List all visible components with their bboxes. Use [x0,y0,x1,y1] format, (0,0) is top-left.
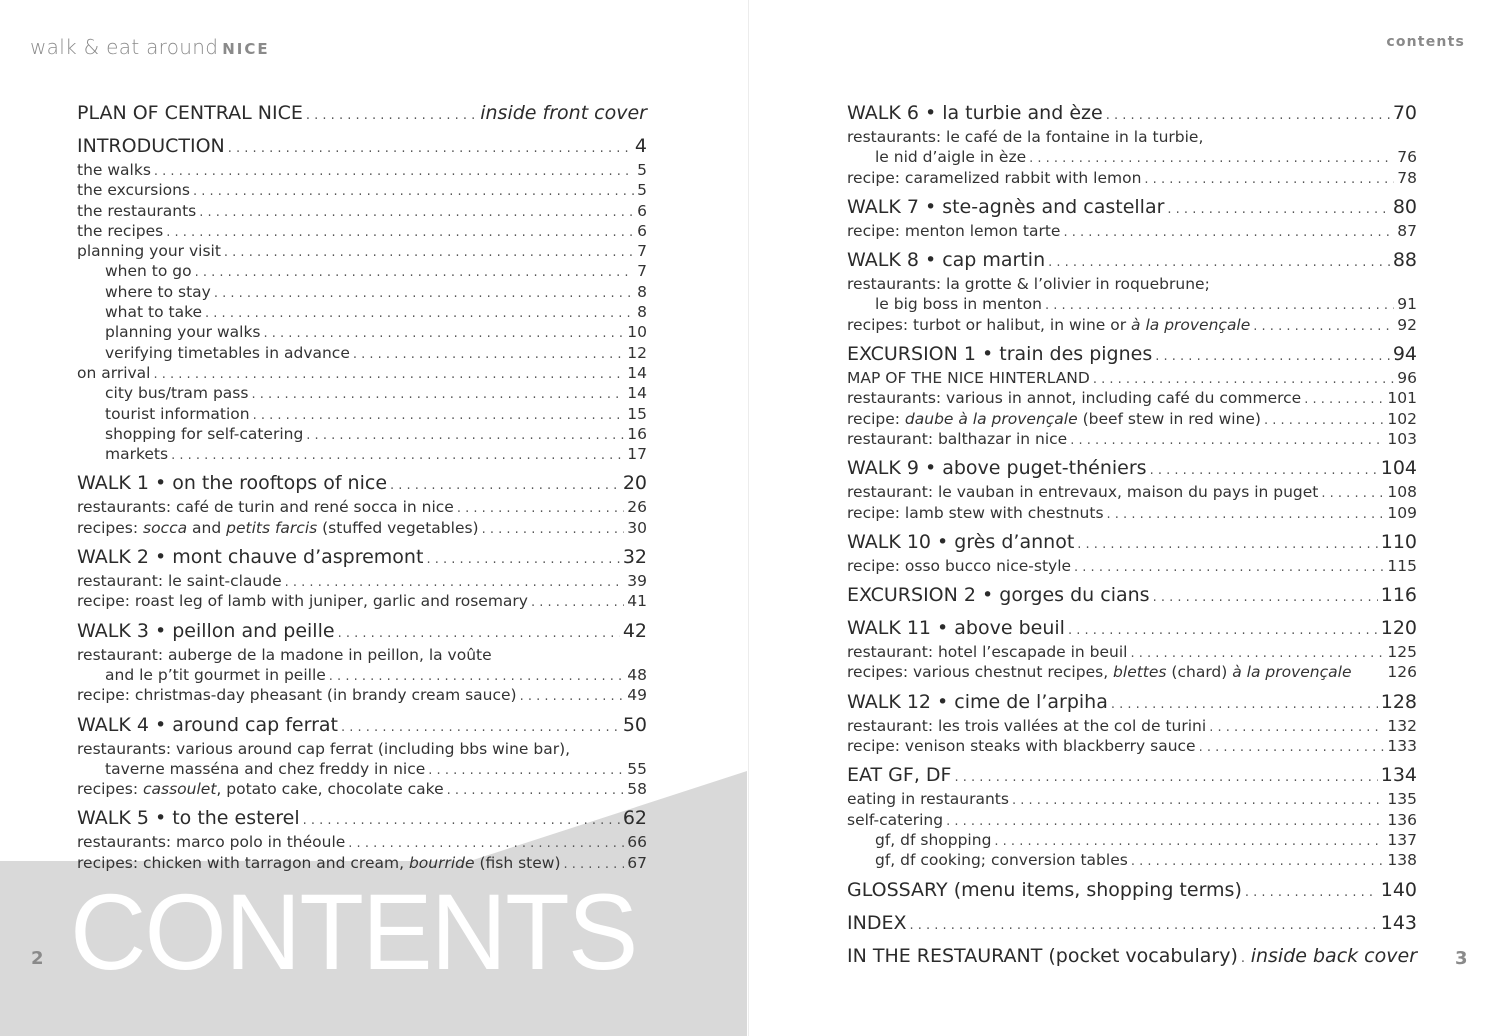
toc-entry[interactable] [77,364,647,384]
toc-heading-entry[interactable] [77,101,647,128]
toc-section [847,911,1417,938]
toc-entry[interactable] [77,686,647,706]
contents-title: CONTENTS [70,871,637,992]
dot-leader [390,474,620,498]
toc-entry[interactable] [77,780,647,800]
entry-title: INDEX [847,911,907,934]
entry-page-number: 143 [1380,911,1417,934]
running-head-right: contents [1386,34,1465,50]
entry-title: the recipes [77,221,164,240]
toc-section [847,342,1417,450]
entry-title: EXCURSION 2 • gorges du cians [847,584,1150,607]
dot-leader [1077,533,1377,557]
entry-page-number: 96 [1397,369,1417,388]
dot-leader [447,781,625,800]
entry-page-number: 7 [637,262,647,281]
toc-entry[interactable] [77,519,647,539]
dot-leader [520,687,625,706]
entry-title: city bus/tram pass [105,384,249,403]
entry-title: on arrival [77,363,151,382]
entry-title: recipe: lamb stew with chestnuts [847,503,1104,522]
entry-title: recipe: daube à la provençale (beef stew in red wine) [847,409,1261,428]
toc-heading-entry[interactable] [847,690,1417,717]
toc-entry[interactable] [77,384,647,404]
entry-title: the excursions [77,181,191,200]
toc-heading-entry[interactable] [847,911,1417,938]
toc-entry[interactable] [77,181,647,201]
entry-title: recipe: caramelized rabbit with lemon [847,168,1142,187]
entry-title: WALK 3 • peillon and peille [77,619,335,642]
entry-title: restaurants: la grotte & l’olivier in roquebrune; [847,275,1210,294]
toc-entry[interactable] [847,430,1417,450]
toc-entry[interactable] [77,760,647,780]
dot-leader [531,593,624,612]
entry-title: le big boss in menton [875,295,1042,314]
dot-leader [1074,558,1384,577]
entry-page-number: 66 [627,833,647,852]
toc-section [847,690,1417,758]
dot-leader [1253,317,1394,336]
entry-page-number: 20 [622,472,647,495]
entry-title: restaurant: les trois vallées at the col de turini [847,716,1207,735]
toc-section [847,101,1417,189]
entry-page-number: 134 [1380,764,1417,787]
entry-title: INTRODUCTION [77,135,225,157]
entry-page-number: 87 [1397,221,1417,240]
entry-title: WALK 9 • above puget-théniers [847,457,1147,480]
entry-title: restaurant: hotel l’escapade in beuil [847,643,1128,662]
toc-entry[interactable] [847,504,1417,524]
dot-leader [1070,431,1384,450]
dot-leader [1012,791,1384,810]
toc-entry[interactable] [77,323,647,343]
toc-entry[interactable] [847,643,1417,663]
entry-title: restaurant: balthazar in nice [847,429,1068,448]
entry-page-number: 88 [1392,249,1417,272]
dot-leader [199,203,634,222]
entry-title: WALK 8 • cap martin [847,249,1046,272]
toc-heading-entry[interactable] [77,806,647,833]
toc-entry[interactable] [847,295,1417,315]
dot-leader [1106,104,1390,128]
entry-page-number: 49 [627,686,647,705]
toc-entry[interactable] [77,405,647,425]
toc-section [847,456,1417,524]
toc-heading-entry[interactable] [77,134,647,161]
entry-page-number: 128 [1380,690,1417,713]
dot-leader [348,834,624,853]
entry-page-number: 104 [1380,457,1417,480]
toc-heading-entry[interactable] [847,944,1417,971]
entry-page-number: 92 [1397,315,1417,334]
entry-page-number: 16 [627,424,647,443]
entry-page-number: 62 [622,807,647,830]
left-page [0,0,747,1036]
entry-page-number: 102 [1387,409,1417,428]
entry-page-number: 6 [637,221,647,240]
toc-entry[interactable] [77,425,647,445]
dot-leader [1153,586,1378,610]
dot-leader [154,365,625,384]
dot-leader [1199,738,1385,757]
dot-leader [1245,881,1378,905]
dot-leader [1045,296,1394,315]
dot-leader [1264,411,1384,430]
dot-leader [1107,505,1385,524]
entry-page-number: 48 [627,665,647,684]
entry-page-number: 94 [1392,343,1417,366]
entry-page-number: 8 [637,303,647,322]
toc-entry[interactable] [77,303,647,323]
entry-title: the restaurants [77,201,197,220]
dot-leader [303,809,620,833]
entry-title: WALK 11 • above beuil [847,617,1065,640]
entry-title: WALK 10 • grès d’annot [847,530,1075,553]
toc-heading-entry[interactable] [77,713,647,740]
entry-page-number: 58 [627,780,647,799]
entry-page-number: 5 [637,181,647,200]
entry-page-number: 135 [1387,790,1417,809]
entry-title: WALK 2 • mont chauve d’aspremont [77,546,424,569]
toc-entry[interactable] [77,740,647,760]
entry-page-number: 133 [1387,737,1417,756]
toc-heading-entry[interactable] [77,545,647,572]
toc-entry[interactable] [847,663,1417,683]
entry-title: WALK 12 • cime de l’arpiha [847,690,1108,713]
entry-page-number: 26 [627,498,647,517]
entry-title: recipe: venison steaks with blackberry sauce [847,737,1196,756]
entry-title: recipe: menton lemon tarte [847,221,1061,240]
entry-page-number: 140 [1380,878,1417,901]
entry-page-number: 70 [1392,102,1417,124]
toc-heading-entry[interactable] [77,471,647,498]
entry-title: and le p’tit gourmet in peille [105,665,326,684]
entry-title: gf, df shopping [875,830,992,849]
toc-section [77,619,647,707]
entry-page-number: 17 [627,445,647,464]
entry-page-number: 137 [1387,830,1417,849]
entry-title: restaurants: le café de la fontaine in la turbie, [847,128,1204,146]
entry-title: gf, df cooking; conversion tables [875,851,1128,870]
entry-page-number: 126 [1387,663,1417,682]
toc-heading-entry[interactable] [847,763,1417,790]
entry-title: recipes: cassoulet, potato cake, chocolate cake [77,780,444,799]
entry-title: recipes: various chestnut recipes, blettes (chard) à la provençale [847,663,1352,682]
entry-title: WALK 5 • to the esterel [77,807,300,830]
toc-entry[interactable] [847,557,1417,577]
entry-page-number: 7 [637,242,647,261]
toc-section [847,878,1417,905]
entry-page-number: 80 [1392,195,1417,218]
toc-left-column [77,101,647,880]
toc-heading-entry[interactable] [847,248,1417,275]
toc-heading-entry[interactable] [847,195,1417,222]
entry-title: where to stay [105,282,211,301]
toc-entry[interactable] [77,666,647,686]
dot-leader [1150,459,1378,483]
entry-title: restaurants: marco polo in théoule [77,833,346,852]
dot-leader [1144,170,1394,189]
toc-entry[interactable] [77,445,647,465]
toc-entry[interactable] [847,851,1417,871]
toc-heading-entry[interactable] [847,456,1417,483]
toc-entry[interactable] [847,128,1417,148]
entry-title: recipe: roast leg of lamb with juniper, garlic and rosemary [77,592,528,611]
entry-title: self-catering [847,810,944,829]
entry-page-number: 15 [627,404,647,423]
entry-title: restaurant: le vauban in entrevaux, maison du pays in puget [847,483,1319,502]
toc-entry[interactable] [77,344,647,364]
dot-leader [1093,370,1394,389]
toc-section [847,944,1417,971]
entry-page-number: 30 [627,518,647,537]
entry-title: planning your visit [77,242,221,261]
entry-page-number: 6 [637,201,647,220]
entry-title: le nid d’aigle in èze [875,148,1027,167]
page-number-right: 3 [1455,948,1468,969]
toc-entry[interactable] [847,148,1417,168]
entry-title: recipes: turbot or halibut, in wine or à la provençale [847,315,1251,334]
toc-entry[interactable] [77,646,647,666]
entry-title: recipes: socca and petits farcis (stuffed vegetables) [77,518,479,537]
entry-title: MAP OF THE NICE HINTERLAND [847,369,1090,388]
dot-leader [1155,345,1390,369]
dot-leader [285,573,625,592]
entry-title: EAT GF, DF [847,764,952,787]
toc-right-column [847,101,1417,977]
toc-entry[interactable] [847,831,1417,851]
toc-entry[interactable] [847,483,1417,503]
toc-entry[interactable] [847,169,1417,189]
toc-entry[interactable] [847,410,1417,430]
entry-title: recipe: christmas-day pheasant (in brandy cream sauce) [77,686,517,705]
dot-leader [1209,718,1384,737]
toc-heading-entry[interactable] [847,530,1417,557]
dot-leader [353,345,624,364]
right-page [748,0,1500,1036]
dot-leader [1131,852,1385,871]
dot-leader [253,406,625,425]
toc-entry[interactable] [77,242,647,262]
toc-heading-entry[interactable] [77,619,647,646]
entry-page-number: inside back cover [1250,944,1417,967]
toc-section [847,530,1417,577]
dot-leader [228,137,632,161]
entry-page-number: 138 [1387,851,1417,870]
toc-entry[interactable] [847,316,1417,336]
running-head [30,35,270,59]
entry-page-number: 108 [1387,483,1417,502]
entry-title: the walks [77,161,151,179]
dot-leader [306,426,624,445]
toc-entry[interactable] [847,389,1417,409]
entry-title: when to go [105,262,192,281]
entry-page-number: 103 [1387,429,1417,448]
entry-page-number: 109 [1387,503,1417,522]
entry-title: WALK 4 • around cap ferrat [77,713,338,736]
entry-page-number: 110 [1380,530,1417,553]
dot-leader [205,304,634,323]
toc-entry[interactable] [77,262,647,282]
entry-title: GLOSSARY (menu items, shopping terms) [847,878,1242,901]
entry-page-number: 4 [634,135,647,157]
entry-page-number: 10 [627,323,647,342]
entry-page-number: 91 [1397,295,1417,314]
entry-page-number: 115 [1387,556,1417,575]
entry-title: eating in restaurants [847,790,1009,809]
entry-title: restaurant: auberge de la madone in peillon, la voûte [77,645,492,664]
entry-title: shopping for self-catering [105,424,304,443]
entry-page-number: 32 [622,546,647,569]
entry-title: restaurants: various around cap ferrat (including bbs wine bar), [77,739,571,758]
dot-leader [193,182,634,201]
entry-page-number: 8 [637,282,647,301]
entry-title: PLAN OF CENTRAL NICE [77,102,303,124]
dot-leader [946,812,1384,831]
dot-leader [251,385,624,404]
dot-leader [1167,198,1389,222]
entry-page-number: 132 [1387,716,1417,735]
toc-heading-entry[interactable] [847,878,1417,905]
toc-section [77,545,647,613]
toc-entry[interactable] [847,737,1417,757]
dot-leader [214,284,634,303]
dot-leader [1304,390,1384,409]
dot-leader [1241,947,1248,971]
dot-leader [224,243,634,262]
dot-leader [166,223,634,242]
page-number-left: 2 [31,948,44,969]
toc-section [847,583,1417,610]
toc-section [77,101,647,128]
entry-title: WALK 7 • ste-agnès and castellar [847,195,1165,218]
toc-entry[interactable] [77,572,647,592]
dot-leader [482,520,625,539]
toc-entry[interactable] [847,275,1417,295]
dot-leader [428,761,624,780]
dot-leader [954,766,1377,790]
dot-leader [1029,149,1394,168]
entry-page-number: 14 [627,363,647,382]
entry-title: EXCURSION 1 • train des pignes [847,343,1153,366]
dot-leader [329,667,624,686]
entry-title: planning your walks [105,323,261,342]
toc-entry[interactable] [77,592,647,612]
toc-section [77,713,647,801]
entry-title: verifying timetables in advance [105,343,350,362]
toc-heading-entry[interactable] [847,583,1417,610]
entry-title: WALK 6 • la turbie and èze [847,102,1103,124]
entry-page-number: 125 [1387,643,1417,662]
entry-page-number: 136 [1387,810,1417,829]
toc-section [847,616,1417,684]
dot-leader [306,104,477,128]
toc-heading-entry[interactable] [847,616,1417,643]
toc-section [847,248,1417,336]
toc-section [77,134,647,465]
dot-leader [909,914,1377,938]
entry-page-number: 50 [622,713,647,736]
book-title-city: NICE [222,40,270,58]
toc-heading-entry[interactable] [847,101,1417,128]
dot-leader [1131,644,1385,663]
toc-section [77,471,647,539]
dot-leader [338,622,620,646]
toc-entry[interactable] [847,369,1417,389]
toc-entry[interactable] [847,811,1417,831]
entry-title: markets [105,445,169,464]
dot-leader [994,832,1384,851]
entry-title: IN THE RESTAURANT (pocket vocabulary) [847,944,1238,967]
entry-page-number: 39 [627,572,647,591]
entry-page-number: 55 [627,759,647,778]
entry-page-number: 14 [627,384,647,403]
entry-page-number: 76 [1397,148,1417,167]
entry-page-number: 12 [627,343,647,362]
entry-page-number: 120 [1380,617,1417,640]
dot-leader [341,716,620,740]
toc-entry[interactable] [847,222,1417,242]
entry-title: tourist information [105,404,250,423]
dot-leader [1063,223,1394,242]
entry-page-number: 41 [627,592,647,611]
dot-leader [264,324,625,343]
toc-entry[interactable] [847,717,1417,737]
entry-title: WALK 1 • on the rooftops of nice [77,472,388,495]
entry-title: restaurants: various in annot, including café du commerce [847,389,1302,408]
toc-section [847,763,1417,871]
dot-leader [426,548,619,572]
toc-heading-entry[interactable] [847,342,1417,369]
entry-title: taverne masséna and chez freddy in nice [105,759,426,778]
dot-leader [154,162,634,181]
dot-leader [1321,484,1384,503]
toc-section [847,195,1417,242]
entry-title: restaurants: café de turin and rené socca in nice [77,498,454,517]
toc-section [77,806,647,874]
toc-entry[interactable] [77,222,647,242]
toc-entry[interactable] [77,283,647,303]
dot-leader [171,446,624,465]
entry-title: restaurant: le saint-claude [77,572,282,591]
entry-title: recipes: chicken with tarragon and cream, bourride (fish stew) [77,853,561,872]
dot-leader [195,263,635,282]
toc-entry[interactable] [77,161,647,181]
entry-title: recipe: osso bucco nice-style [847,556,1072,575]
toc-entry[interactable] [77,833,647,853]
toc-entry[interactable] [847,790,1417,810]
entry-title: what to take [105,303,203,322]
dot-leader [1111,693,1378,717]
entry-page-number: 67 [627,853,647,872]
toc-entry[interactable] [77,202,647,222]
entry-page-number: 5 [637,161,647,179]
book-title: walk & eat around [30,35,219,59]
dot-leader [1048,251,1390,275]
entry-page-number: 101 [1387,389,1417,408]
dot-leader [457,499,624,518]
entry-page-number: inside front cover [480,102,647,124]
entry-page-number: 116 [1380,584,1417,607]
entry-page-number: 42 [622,619,647,642]
dot-leader [1068,619,1378,643]
toc-entry[interactable] [77,498,647,518]
entry-page-number: 78 [1397,168,1417,187]
